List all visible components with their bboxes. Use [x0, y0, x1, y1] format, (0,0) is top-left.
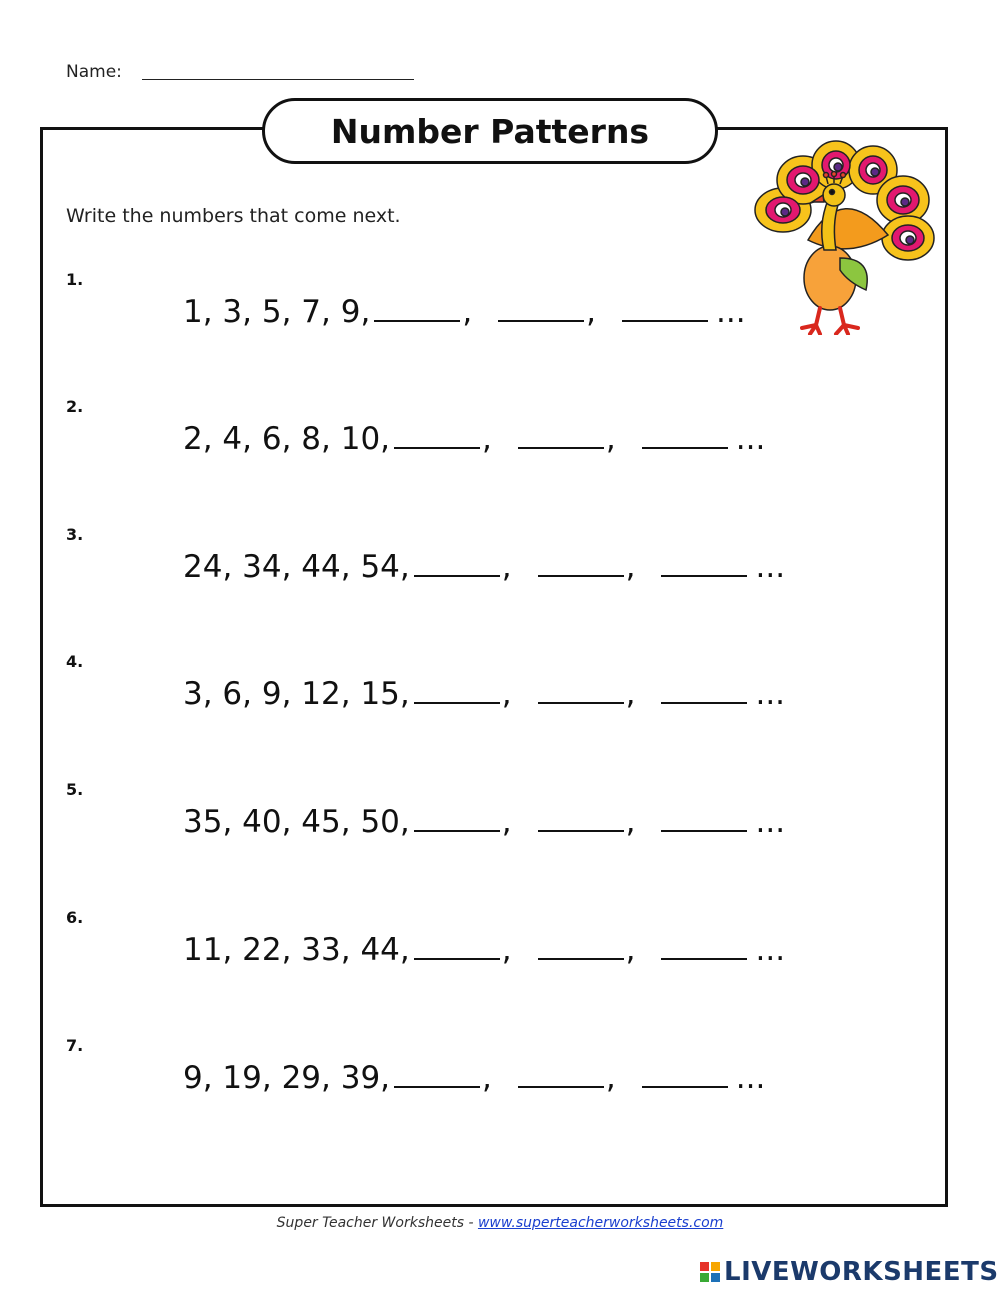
sequence-numbers: 24, 34, 44, 54, [183, 549, 410, 585]
name-input-line[interactable] [142, 79, 414, 80]
answer-blank[interactable] [661, 829, 747, 832]
sequence-numbers: 2, 4, 6, 8, 10, [183, 421, 391, 457]
problem-row [183, 676, 785, 712]
answer-blank[interactable] [538, 701, 624, 704]
answer-blank[interactable] [661, 574, 747, 577]
ellipsis: ... [735, 421, 766, 457]
footer-source: Super Teacher Worksheets - [276, 1215, 478, 1231]
answer-blank[interactable] [642, 446, 728, 449]
answer-blank[interactable] [498, 319, 584, 322]
blank-separator: , [625, 549, 636, 585]
logo-square-1 [700, 1262, 709, 1271]
answer-blank[interactable] [538, 574, 624, 577]
blank-separator: , [586, 294, 597, 330]
problem-row [183, 549, 785, 585]
problem-row [183, 804, 785, 840]
answer-blank[interactable] [518, 1085, 604, 1088]
problem-row [183, 294, 746, 330]
sequence-numbers: 3, 6, 9, 12, 15, [183, 676, 410, 712]
answer-blank[interactable] [642, 1085, 728, 1088]
liveworksheets-wordmark: LIVEWORKSHEETS [724, 1257, 999, 1287]
peacock-illustration [748, 140, 938, 335]
answer-blank[interactable] [414, 574, 500, 577]
answer-blank[interactable] [414, 829, 500, 832]
ellipsis: ... [755, 549, 786, 585]
blank-separator: , [625, 676, 636, 712]
answer-blank[interactable] [414, 957, 500, 960]
problem-number: 6. [66, 908, 84, 927]
blank-separator: , [501, 804, 512, 840]
blank-separator: , [605, 421, 616, 457]
footer-link[interactable]: www.superteacherworksheets.com [477, 1215, 724, 1231]
liveworksheets-icon [700, 1262, 720, 1282]
problem-number: 1. [66, 270, 84, 289]
ellipsis: ... [755, 804, 786, 840]
answer-blank[interactable] [622, 319, 708, 322]
blank-separator: , [501, 932, 512, 968]
answer-blank[interactable] [518, 446, 604, 449]
logo-square-2 [711, 1262, 720, 1271]
blank-separator: , [625, 932, 636, 968]
answer-blank[interactable] [538, 829, 624, 832]
problem-number: 3. [66, 525, 84, 544]
problem-number: 5. [66, 780, 84, 799]
problem-number: 4. [66, 652, 84, 671]
answer-blank[interactable] [538, 957, 624, 960]
sequence-numbers: 11, 22, 33, 44, [183, 932, 410, 968]
blank-separator: , [462, 294, 473, 330]
problem-row [183, 1060, 765, 1096]
ellipsis: ... [716, 294, 746, 330]
answer-blank[interactable] [394, 1085, 480, 1088]
page-title: Number Patterns [262, 98, 718, 164]
ellipsis: ... [755, 676, 786, 712]
name-label: Name: [66, 62, 122, 82]
blank-separator: , [501, 549, 512, 585]
blank-separator: , [605, 1060, 616, 1096]
problem-number: 7. [66, 1036, 84, 1055]
ellipsis: ... [735, 1060, 766, 1096]
problem-row [183, 932, 785, 968]
ellipsis: ... [755, 932, 786, 968]
sequence-numbers: 9, 19, 29, 39, [183, 1060, 391, 1096]
sequence-numbers: 35, 40, 45, 50, [183, 804, 410, 840]
problem-number: 2. [66, 397, 84, 416]
sequence-numbers: 1, 3, 5, 7, 9, [183, 294, 371, 330]
answer-blank[interactable] [374, 319, 460, 322]
blank-separator: , [501, 676, 512, 712]
peacock-legs [802, 308, 858, 334]
logo-square-4 [711, 1273, 720, 1282]
blank-separator: , [625, 804, 636, 840]
problem-row [183, 421, 765, 457]
liveworksheets-logo [700, 1257, 999, 1287]
footer [0, 1215, 1000, 1231]
blank-separator: , [482, 1060, 492, 1096]
answer-blank[interactable] [394, 446, 480, 449]
answer-blank[interactable] [661, 701, 747, 704]
answer-blank[interactable] [661, 957, 747, 960]
answer-blank[interactable] [414, 701, 500, 704]
logo-square-3 [700, 1273, 709, 1282]
instructions: Write the numbers that come next. [66, 205, 401, 227]
blank-separator: , [482, 421, 492, 457]
